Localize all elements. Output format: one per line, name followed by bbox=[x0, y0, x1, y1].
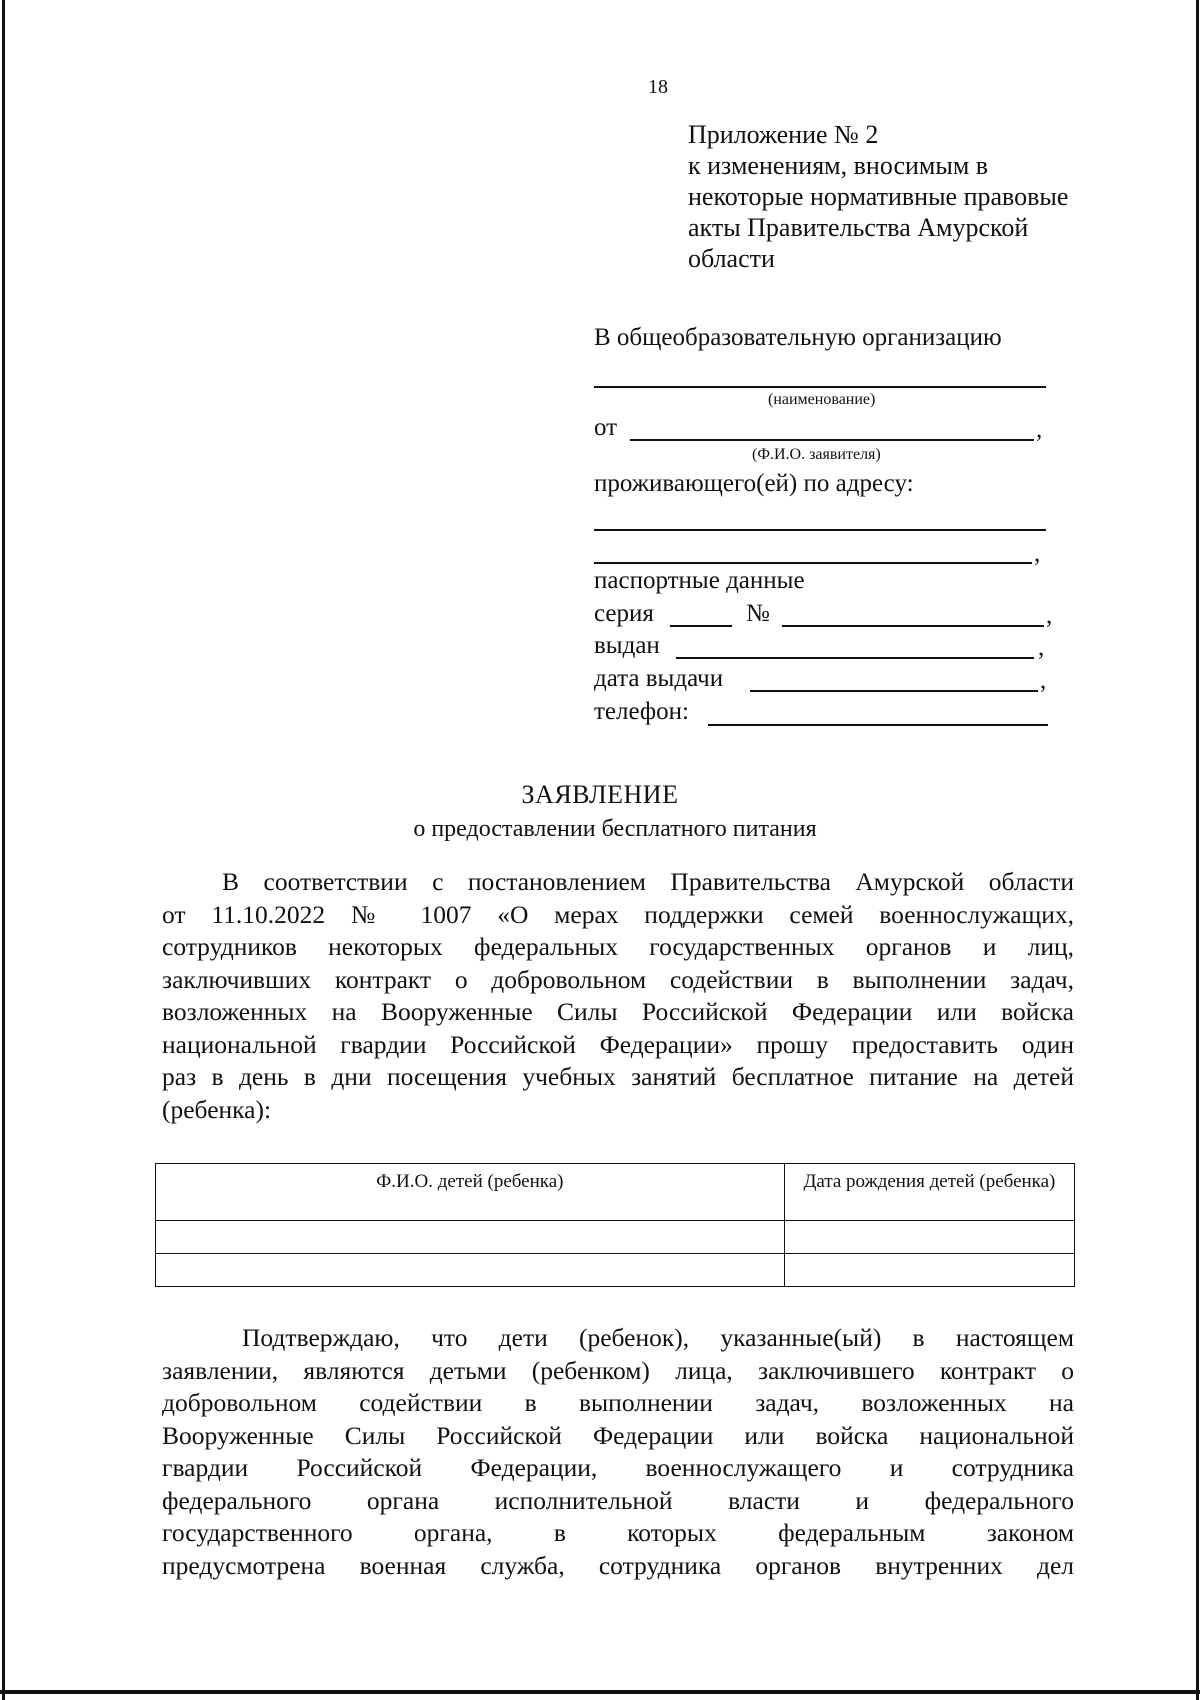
appendix-line: к изменениям, вносимым в bbox=[688, 151, 989, 180]
scan-border-bottom bbox=[0, 1690, 1200, 1694]
statement-title: ЗАЯВЛЕНИЕ bbox=[521, 780, 679, 809]
paragraph-line: Вооруженные Силы Российской Федерации или войска национальной bbox=[162, 1420, 1074, 1450]
statement-paragraph-1 bbox=[162, 866, 1074, 1126]
appendix-line: Приложение № 2 bbox=[688, 120, 879, 149]
comma: , bbox=[1036, 416, 1043, 443]
scan-border-right bbox=[1196, 0, 1199, 1700]
passport-label: паспортные данные bbox=[594, 567, 805, 594]
paragraph-line: предусмотрена военная служба, сотрудника органов внутренних дел bbox=[162, 1550, 1074, 1580]
paragraph-line: государственного органа, в которых федеральным законом bbox=[162, 1518, 1074, 1547]
appendix-line: некоторые нормативные правовые bbox=[688, 182, 1069, 211]
table-row bbox=[156, 1221, 1075, 1254]
number-label: № bbox=[746, 600, 770, 627]
organization-name-caption: (наименование) bbox=[768, 391, 876, 408]
applicant-name-caption: (Ф.И.О. заявителя) bbox=[752, 446, 881, 463]
paragraph-line: В соответствии с постановлением Правительства Амурской области bbox=[222, 867, 1074, 896]
issue-date-field[interactable] bbox=[750, 690, 1038, 692]
children-table bbox=[155, 1163, 1075, 1287]
paragraph-line: от 11.10.2022 № 1007 «О мерах поддержки семей военнослужащих, bbox=[162, 899, 1074, 929]
paragraph-line: раз в день в дни посещения учебных занятий бесплатное питание на детей bbox=[162, 1062, 1074, 1091]
paragraph-line: (ребенка): bbox=[162, 1094, 272, 1124]
page-number: 18 bbox=[648, 76, 668, 98]
scan-border-left bbox=[2, 0, 5, 1700]
residence-label: проживающего(ей) по адресу: bbox=[594, 470, 914, 497]
passport-series-field[interactable] bbox=[670, 625, 732, 627]
appendix-line: области bbox=[688, 244, 775, 273]
organization-name-field[interactable] bbox=[594, 386, 1046, 388]
statement-subtitle: о предоставлении бесплатного питания bbox=[413, 816, 817, 842]
child-name-cell[interactable] bbox=[156, 1254, 785, 1287]
address-field-line-2[interactable] bbox=[594, 562, 1032, 564]
issue-date-label: дата выдачи bbox=[594, 665, 724, 692]
address-field-line-1[interactable] bbox=[594, 529, 1046, 531]
table-row bbox=[156, 1254, 1075, 1287]
table-header-row bbox=[156, 1164, 1075, 1221]
addressee-label: В общеобразовательную организацию bbox=[594, 324, 1002, 351]
paragraph-line: национальной гвардии Российской Федерации» прошу предоставить один bbox=[162, 1029, 1074, 1059]
child-birthdate-cell[interactable] bbox=[784, 1221, 1074, 1254]
comma: , bbox=[1034, 540, 1041, 567]
column-header-birthdate: Дата рождения детей (ребенка) bbox=[784, 1164, 1074, 1221]
child-name-cell[interactable] bbox=[156, 1221, 785, 1254]
paragraph-line: Подтверждаю, что дети (ребенок), указанные(ый) в настоящем bbox=[242, 1323, 1074, 1352]
paragraph-line: добровольном содействии в выполнении задач, возложенных на bbox=[162, 1388, 1074, 1417]
comma: , bbox=[1046, 602, 1053, 629]
issued-by-field[interactable] bbox=[676, 657, 1034, 659]
phone-field[interactable] bbox=[708, 724, 1048, 726]
paragraph-line: сотрудников некоторых федеральных государственных органов и лиц, bbox=[162, 932, 1074, 961]
series-label: серия bbox=[594, 600, 654, 627]
from-label: от bbox=[594, 414, 618, 441]
paragraph-line: заключивших контракт о добровольном содействии в выполнении задач, bbox=[162, 964, 1074, 994]
child-birthdate-cell[interactable] bbox=[784, 1254, 1074, 1287]
paragraph-line: федерального органа исполнительной власти и федерального bbox=[162, 1485, 1074, 1515]
comma: , bbox=[1040, 667, 1047, 694]
paragraph-line: заявлении, являются детьми (ребенком) лица, заключившего контракт о bbox=[162, 1355, 1074, 1385]
phone-label: телефон: bbox=[594, 698, 689, 725]
appendix-line: акты Правительства Амурской bbox=[688, 213, 1029, 242]
column-header-name: Ф.И.О. детей (ребенка) bbox=[156, 1164, 785, 1221]
paragraph-line: возложенных на Вооруженные Силы Российской Федерации или войска bbox=[162, 997, 1074, 1026]
issued-label: выдан bbox=[594, 632, 660, 659]
applicant-name-field[interactable] bbox=[630, 439, 1034, 441]
appendix-note bbox=[688, 119, 1168, 274]
passport-number-field[interactable] bbox=[782, 625, 1044, 627]
paragraph-line: гвардии Российской Федерации, военнослужащего и сотрудника bbox=[162, 1453, 1074, 1482]
comma: , bbox=[1038, 634, 1045, 661]
statement-paragraph-2 bbox=[162, 1322, 1074, 1582]
